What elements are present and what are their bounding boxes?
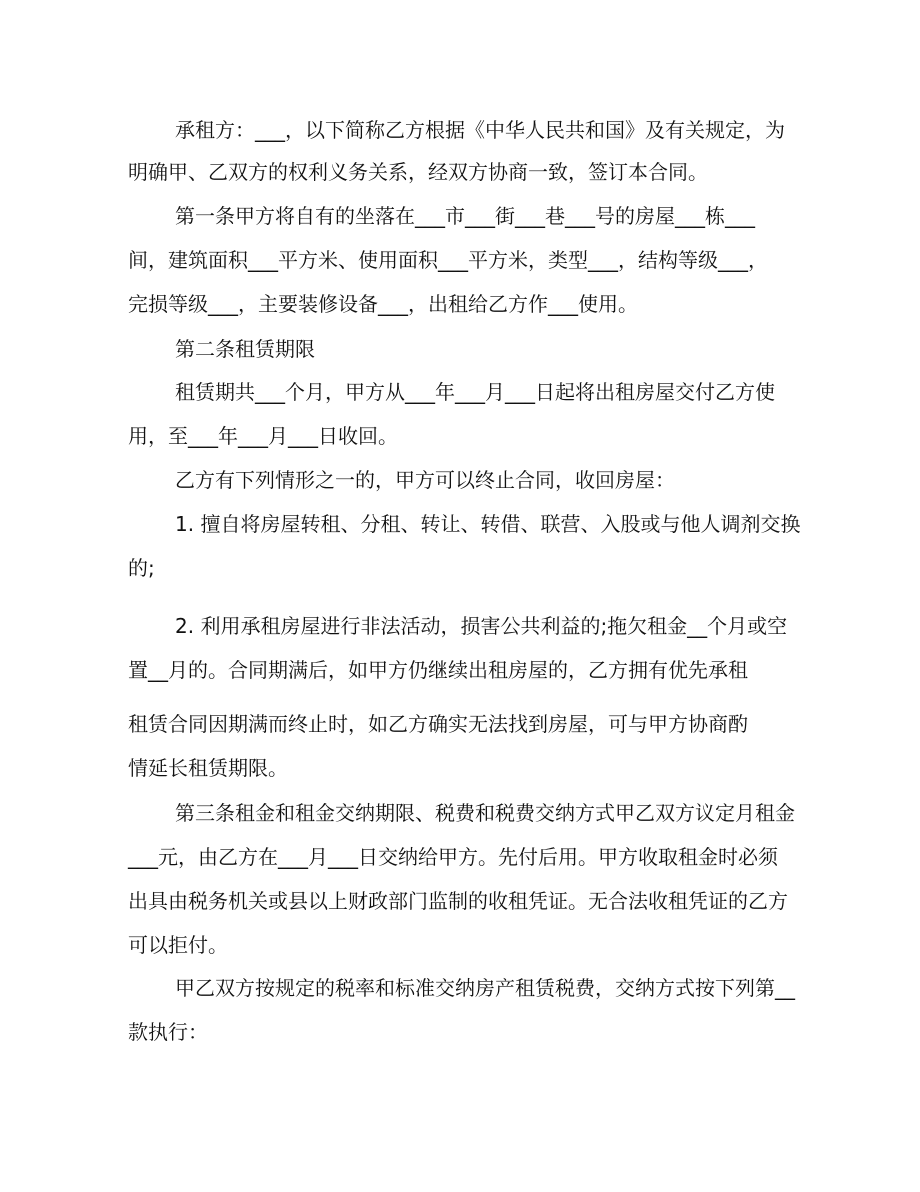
list-item-line: 1. 擅自将房屋转租、分租、转让、转借、联营、入股或与他人调剂交换 [175, 512, 801, 536]
section-heading: 第二条租赁期限 [175, 337, 315, 361]
paragraph-line: 承租方：___，以下简称乙方根据《中华人民共和国》及有关规定，为 [175, 118, 785, 142]
paragraph-line: 用，至___年___月___日收回。 [128, 424, 398, 448]
paragraph-line: 乙方有下列情形之一的，甲方可以终止合同，收回房屋： [175, 468, 675, 492]
paragraph-line: 租赁合同因期满而终止时，如乙方确实无法找到房屋，可与甲方协商酌 [128, 712, 748, 736]
paragraph-line: 明确甲、乙双方的权利义务关系，经双方协商一致，签订本合同。 [128, 160, 708, 184]
paragraph-line: 款执行： [128, 1020, 208, 1044]
paragraph-line: 第三条租金和租金交纳期限、税费和税费交纳方式甲乙双方议定月租金 [175, 801, 795, 825]
paragraph-line: 间，建筑面积___平方米、使用面积___平方米，类型___，结构等级___， [128, 248, 768, 272]
list-item-line: 置__月的。合同期满后，如甲方仍继续出租房屋的，乙方拥有优先承租 [128, 658, 748, 682]
list-item-line: 2. 利用承租房屋进行非法活动，损害公共利益的;拖欠租金__个月或空 [175, 614, 788, 638]
paragraph-line: 完损等级___，主要装修设备___，出租给乙方作___使用。 [128, 292, 638, 316]
paragraph-line: 可以拒付。 [128, 933, 228, 957]
paragraph-line: 情延长租赁期限。 [128, 756, 288, 780]
paragraph-line: 第一条甲方将自有的坐落在___市___街___巷___号的房屋___栋___ [175, 204, 755, 228]
paragraph-line: 租赁期共___个月，甲方从___年___月___日起将出租房屋交付乙方使 [175, 380, 775, 404]
paragraph-line: 出具由税务机关或县以上财政部门监制的收租凭证。无合法收租凭证的乙方 [128, 889, 788, 913]
paragraph-line: 甲乙双方按规定的税率和标准交纳房产租赁税费，交纳方式按下列第__ [175, 976, 795, 1000]
paragraph-line: ___元，由乙方在___月___日交纳给甲方。先付后用。甲方收取租金时必须 [128, 845, 778, 869]
list-item-line: 的; [128, 556, 155, 580]
